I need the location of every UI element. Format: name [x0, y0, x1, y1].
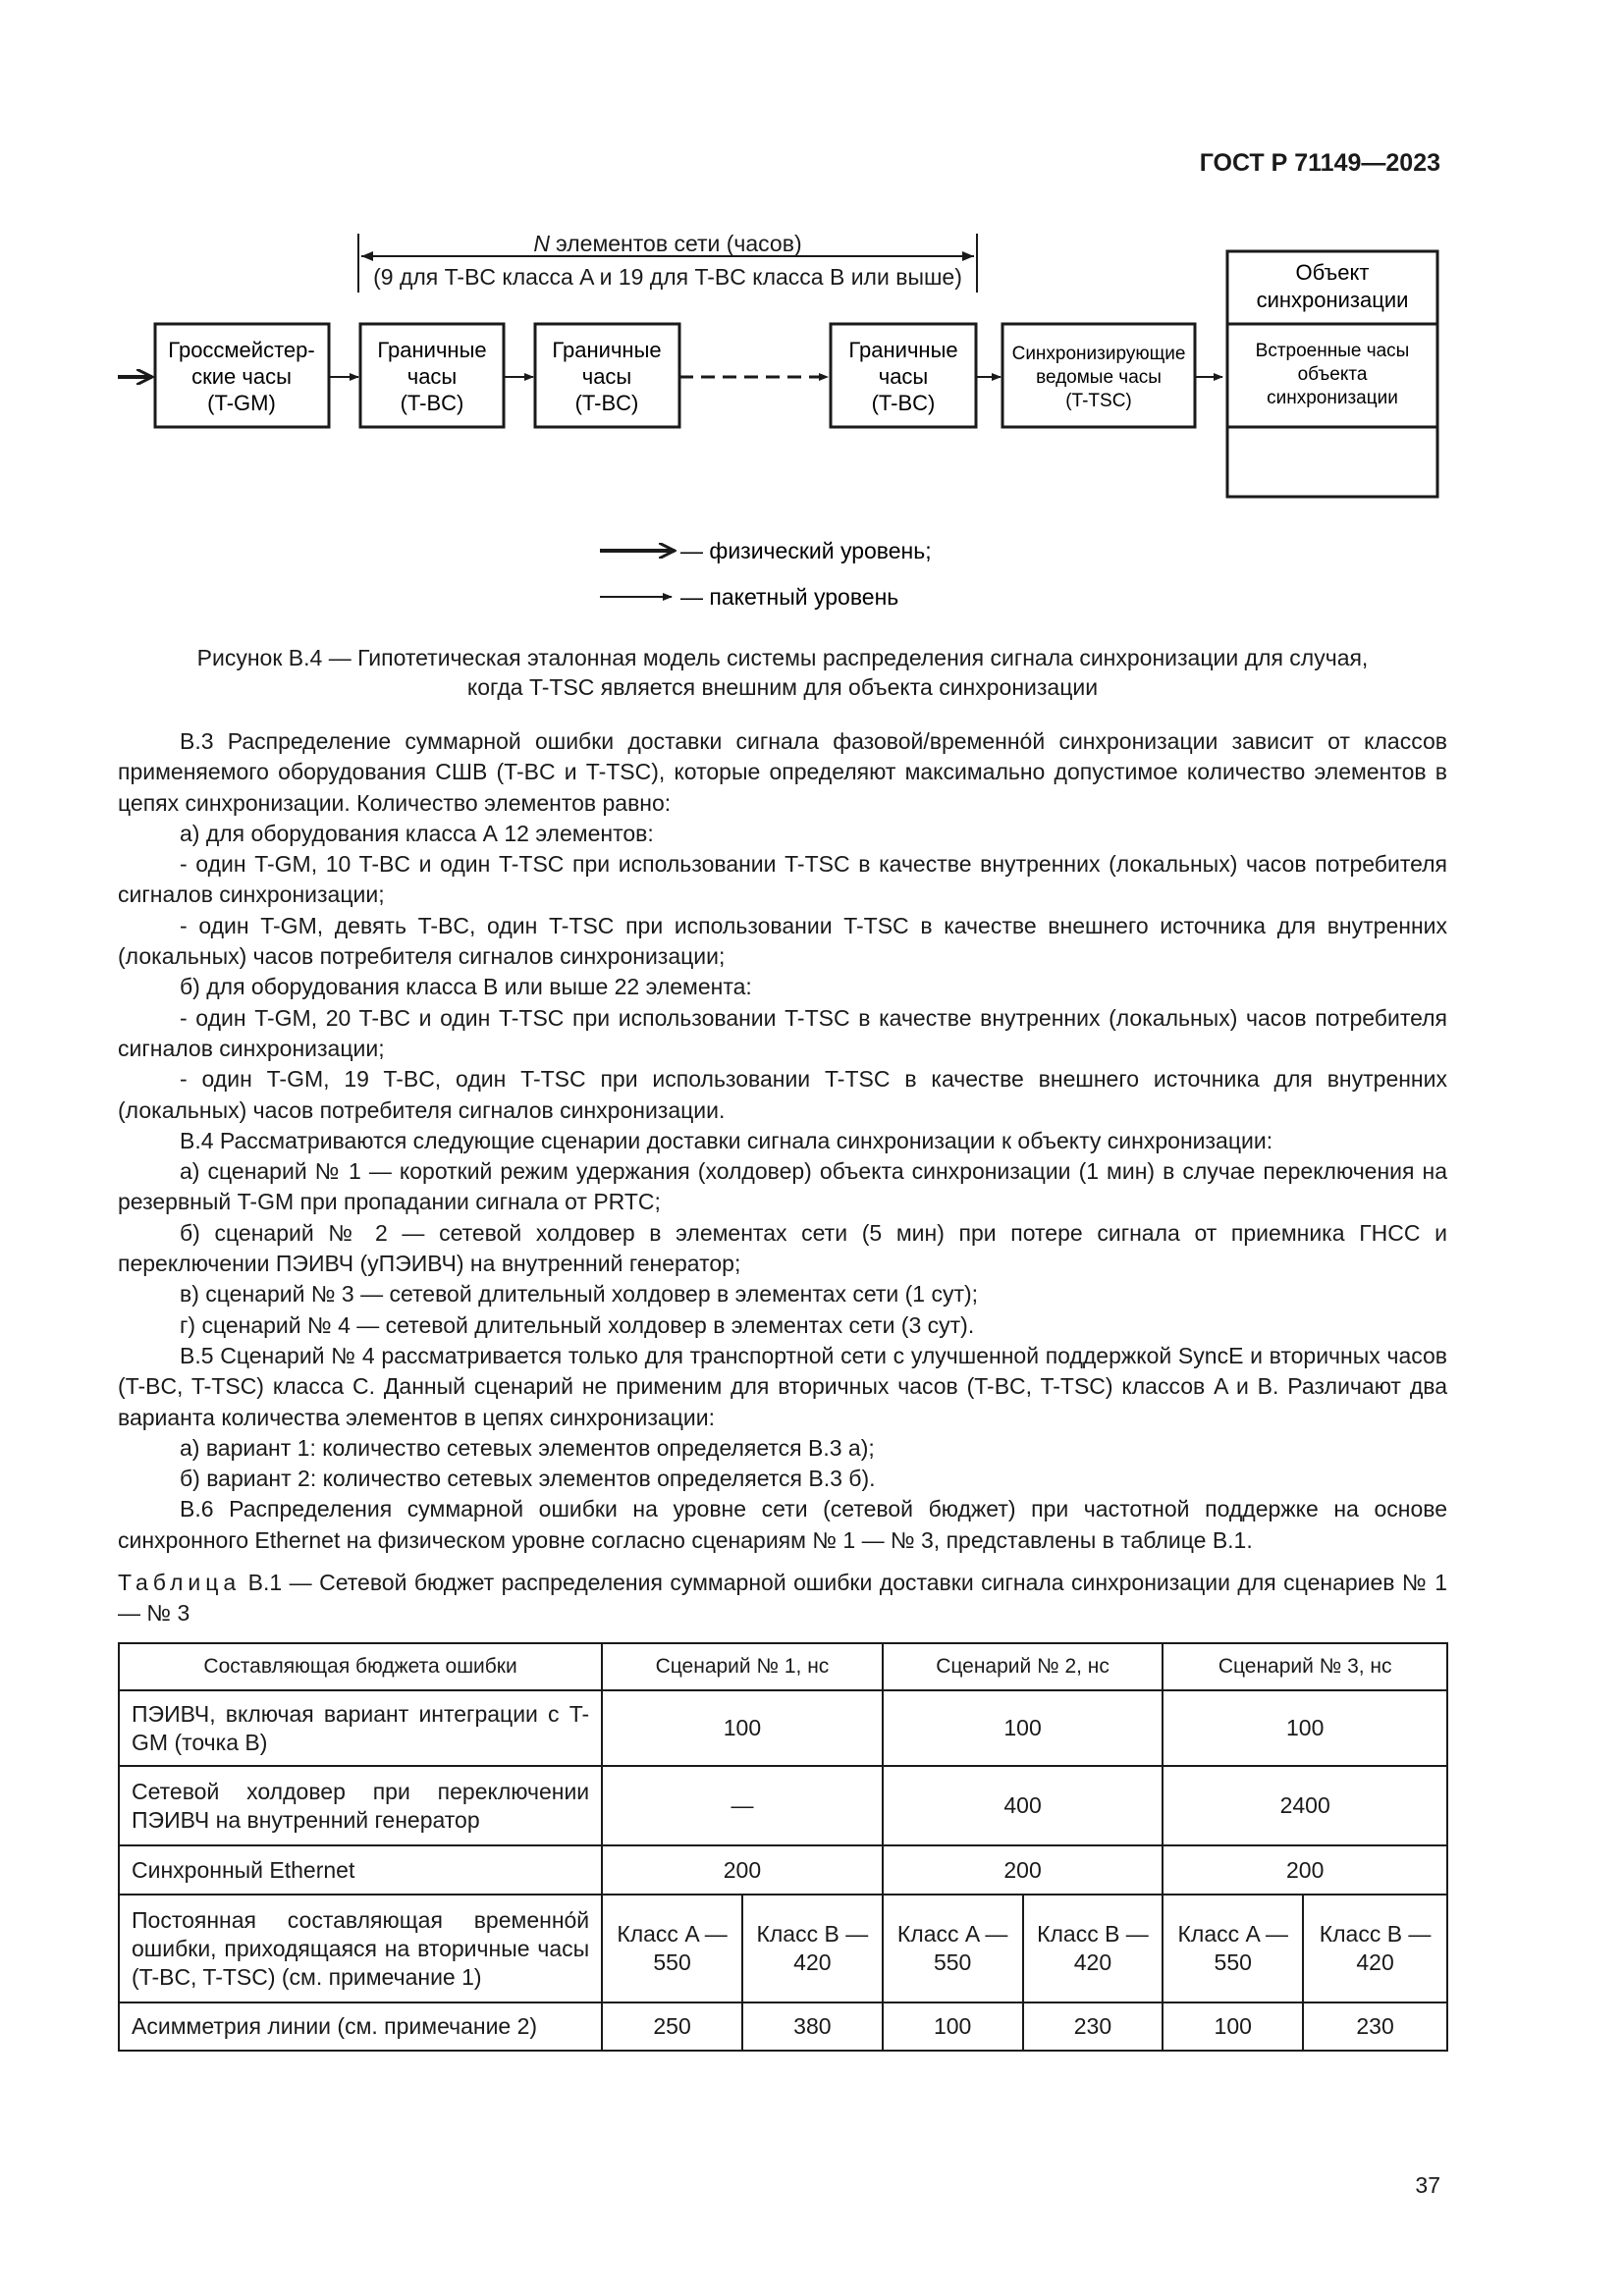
tbc1-line3: (T-BC)	[400, 391, 464, 415]
paragraph: б) вариант 2: количество сетевых элементов определяется В.3 б).	[180, 1466, 876, 1492]
table-cell: —	[602, 1766, 883, 1845]
paragraph: - один T-GM, девять T-BC, один T-TSC при использовании T-TSC в качестве внешнего источника для внутренних (локальных) часов потребителя сигналов синхронизации;	[118, 912, 1447, 970]
caption-line2: когда T-TSC является внешним для объекта синхронизации	[466, 674, 1099, 700]
table-cell: Класс A — 550	[1163, 1895, 1303, 2002]
paragraph: - один T-GM, 20 T-BC и один T-TSC при использовании T-TSC в качестве внутренних (локальных) часов потребителя сигналов синхронизации;	[118, 1004, 1447, 1061]
tbc1-line1: Граничные	[377, 338, 487, 362]
header-cell: Сценарий № 3, нс	[1163, 1643, 1447, 1690]
table-title-text: В.1 — Сетевой бюджет распределения суммарной ошибки доставки сигнала синхронизации для сценариев № 1 — № 3	[118, 1570, 1447, 1626]
legend-physical-label: — физический уровень;	[680, 538, 932, 563]
paragraph: В.4 Рассматриваются следующие сценарии доставки сигнала синхронизации к объекту синхронизации:	[180, 1127, 1273, 1153]
ttsc-line3: (T-TSC)	[1065, 391, 1132, 411]
span-label-line1	[533, 231, 801, 256]
object-inner-line3: синхронизации	[1267, 388, 1398, 408]
ttsc-line1: Синхронизирующие	[1011, 344, 1186, 364]
network-model-figure	[0, 0, 1624, 628]
table-row	[119, 1895, 1447, 2002]
header-cell: Составляющая бюджета ошибки	[119, 1643, 602, 1690]
row-label: Асимметрия линии (см. примечание 2)	[119, 2002, 602, 2051]
table-cell: Класс A — 550	[883, 1895, 1023, 2002]
figure-caption	[118, 643, 1447, 702]
table-cell: 100	[1163, 1690, 1447, 1766]
table-header-row	[119, 1643, 1447, 1690]
table-cell: Класс B — 420	[1023, 1895, 1164, 2002]
span-label-n: N	[533, 231, 551, 256]
table-cell: 200	[1163, 1845, 1447, 1895]
tbc3-line1: Граничные	[848, 338, 958, 362]
span-label-text: элементов сети (часов)	[556, 231, 802, 256]
tbc1-line2: часы	[406, 364, 458, 389]
object-inner-line1: Встроенные часы	[1255, 341, 1410, 361]
table-cell: 200	[602, 1845, 883, 1895]
paragraph: а) вариант 1: количество сетевых элементов определяется В.3 а);	[180, 1434, 875, 1461]
row-label: Сетевой холдовер при переключении ПЭИВЧ на внутренний генератор	[119, 1766, 602, 1845]
table-row	[119, 1845, 1447, 1895]
table-cell: Класс B — 420	[742, 1895, 883, 2002]
table-cell: Класс A — 550	[602, 1895, 742, 2002]
paragraph: б) для оборудования класса В или выше 22 элемента:	[180, 974, 752, 1000]
page-number: 37	[1415, 2172, 1440, 2198]
tbc2-line2: часы	[581, 364, 632, 389]
table-cell: 2400	[1163, 1766, 1447, 1845]
header-cell: Сценарий № 1, нс	[602, 1643, 883, 1690]
header-cell: Сценарий № 2, нс	[883, 1643, 1164, 1690]
ttsc-line2: ведомые часы	[1036, 367, 1162, 388]
row-label: Постоянная составляющая временно́й ошибки, приходящаяся на вторичные часы (T-BC, T-TSC) (см. примечание 1)	[119, 1895, 602, 2002]
table-cell: 200	[883, 1845, 1164, 1895]
paragraph: г) сценарий № 4 — сетевой длительный холдовер в элементах сети (3 сут).	[180, 1311, 975, 1338]
tbc3-line2: часы	[878, 364, 929, 389]
table-row	[119, 1766, 1447, 1845]
table-cell: Класс B — 420	[1303, 1895, 1447, 2002]
paragraph: в) сценарий № 3 — сетевой длительный холдовер в элементах сети (1 сут);	[180, 1281, 979, 1308]
tbc3-line3: (T-BC)	[871, 391, 936, 415]
legend-packet-label: — пакетный уровень	[680, 584, 899, 610]
paragraph: - один T-GM, 19 T-BC, один T-TSC при использовании T-TSC в качестве внешнего источника для внутренних (локальных) часов потребителя сигналов синхронизации.	[118, 1066, 1447, 1123]
body-text	[118, 726, 1447, 1556]
table-title	[118, 1568, 1447, 1629]
table-row	[119, 2002, 1447, 2051]
row-label: ПЭИВЧ, включая вариант интеграции с T-GM (точка B)	[119, 1690, 602, 1766]
table-row	[119, 1690, 1447, 1766]
paragraph: а) сценарий № 1 — короткий режим удержания (холдовер) объекта синхронизации (1 мин) в случае переключения на резервный T-GM при пропадании сигнала от PRTC;	[118, 1158, 1447, 1215]
table-cell: 100	[883, 1690, 1164, 1766]
tgm-line3: (T-GM)	[207, 391, 276, 415]
object-title-line1: Объект	[1295, 260, 1370, 285]
paragraph: В.5 Сценарий № 4 рассматривается только для транспортной сети с улучшенной поддержкой SyncE и вторичных часов (T-BC, T-TSC) класса C. Данный сценарий не применим для вторичных часов (T-BC, T-TSC) классов A и B. Различают два варианта количества элементов в цепях синхронизации:	[118, 1342, 1447, 1430]
object-inner-line2: объекта	[1297, 364, 1368, 385]
table-cell: 100	[883, 2002, 1023, 2051]
budget-table	[118, 1642, 1448, 2052]
tgm-line2: ские часы	[191, 364, 292, 389]
table-cell: 380	[742, 2002, 883, 2051]
paragraph: В.3 Распределение суммарной ошибки доставки сигнала фазовой/временно́й синхронизации зависит от классов применяемого оборудования СШВ (T-BC и T-TSC), которые определяют максимально допустимое количество элементов в цепях синхронизации. Количество элементов равно:	[118, 728, 1447, 816]
span-label-line2: (9 для T-BC класса A и 19 для T-BC класса B или выше)	[373, 264, 962, 290]
paragraph: В.6 Распределения суммарной ошибки на уровне сети (сетевой бюджет) при частотной поддержке на основе синхронного Ethernet на физическом уровне согласно сценариям № 1 — № 3, представлены в таблице В.1.	[118, 1496, 1447, 1553]
table-cell: 100	[1163, 2002, 1303, 2051]
table-cell: 230	[1303, 2002, 1447, 2051]
table-title-label: Таблица	[118, 1570, 242, 1595]
table-cell: 100	[602, 1690, 883, 1766]
row-label: Синхронный Ethernet	[119, 1845, 602, 1895]
table-cell: 250	[602, 2002, 742, 2051]
caption-line1: Рисунок В.4 — Гипотетическая эталонная модель системы распределения сигнала синхронизации для случая,	[196, 645, 1369, 670]
network-diagram	[0, 0, 1624, 628]
table-cell: 230	[1023, 2002, 1164, 2051]
paragraph: б) сценарий № 2 — сетевой холдовер в элементах сети (5 мин) при потере сигнала от приемника ГНСС и переключении ПЭИВЧ (уПЭИВЧ) на внутренний генератор;	[118, 1219, 1447, 1277]
paragraph: - один T-GM, 10 T-BC и один T-TSC при использовании T-TSC в качестве внутренних (локальных) часов потребителя сигналов синхронизации;	[118, 851, 1447, 908]
tbc2-line1: Граничные	[552, 338, 662, 362]
tbc2-line3: (T-BC)	[574, 391, 639, 415]
table-cell: 400	[883, 1766, 1164, 1845]
object-title-line2: синхронизации	[1256, 288, 1409, 312]
standard-code: ГОСТ Р 71149—2023	[1199, 149, 1440, 177]
paragraph: а) для оборудования класса А 12 элементов:	[180, 820, 654, 846]
tgm-line1: Гроссмейстер-	[168, 338, 315, 362]
